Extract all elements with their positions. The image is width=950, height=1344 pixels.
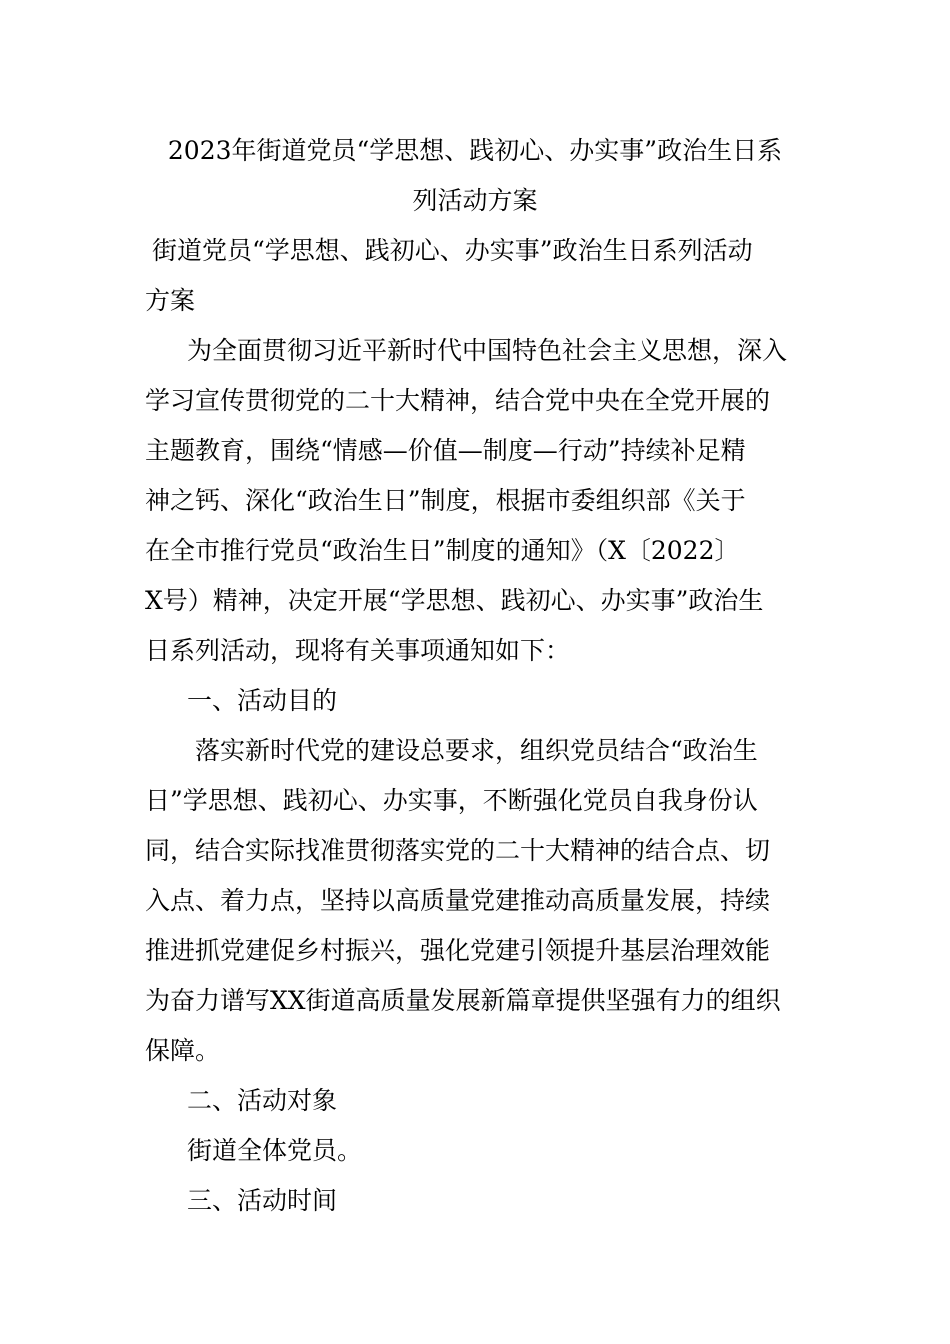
section-heading-purpose: 一、活动目的 — [187, 686, 338, 715]
intro-paragraph-line: 在全市推行党员“政治生日”制度的通知》（X〔2022〕 — [145, 536, 740, 565]
intro-paragraph-line: 神之钙、深化“政治生日”制度，根据市委组织部《关于 — [145, 486, 746, 515]
document-title-line-2: 列活动方案 — [412, 186, 538, 215]
purpose-paragraph-line: 入点、着力点，坚持以高质量党建推动高质量发展，持续 — [145, 886, 771, 915]
intro-paragraph-line: 为全面贯彻习近平新时代中国特色社会主义思想，深入 — [187, 336, 788, 365]
purpose-paragraph-line: 落实新时代党的建设总要求，组织党员结合“政治生 — [195, 736, 758, 765]
purpose-paragraph-line: 推进抓党建促乡村振兴，强化党建引领提升基层治理效能 — [145, 936, 771, 965]
purpose-paragraph-line: 保障。 — [145, 1036, 221, 1065]
purpose-paragraph-line: 为奋力谱写XX街道高质量发展新篇章提供坚强有力的组织 — [145, 986, 781, 1015]
section-heading-time: 三、活动时间 — [187, 1186, 338, 1215]
purpose-paragraph-line: 同，结合实际找准贯彻落实党的二十大精神的结合点、切 — [145, 836, 771, 865]
document-subtitle-line-1: 街道党员“学思想、践初心、办实事”政治生日系列活动 — [152, 236, 753, 265]
intro-paragraph-line: 日系列活动，现将有关事项通知如下： — [145, 636, 571, 665]
target-paragraph: 街道全体党员。 — [187, 1136, 363, 1165]
purpose-paragraph-line: 日”学思想、践初心、办实事，不断强化党员自我身份认 — [145, 786, 758, 815]
document-subtitle-line-2: 方案 — [145, 286, 196, 315]
intro-paragraph-line: 主题教育，围绕“情感—价值—制度—行动”持续补足精 — [145, 436, 746, 465]
intro-paragraph-line: 学习宣传贯彻党的二十大精神，结合党中央在全党开展的 — [145, 386, 771, 415]
document-title-line-1: 2023年街道党员“学思想、践初心、办实事”政治生日系 — [167, 136, 783, 165]
section-heading-target: 二、活动对象 — [187, 1086, 338, 1115]
intro-paragraph-line: X号）精神，决定开展“学思想、践初心、办实事”政治生 — [145, 586, 764, 615]
